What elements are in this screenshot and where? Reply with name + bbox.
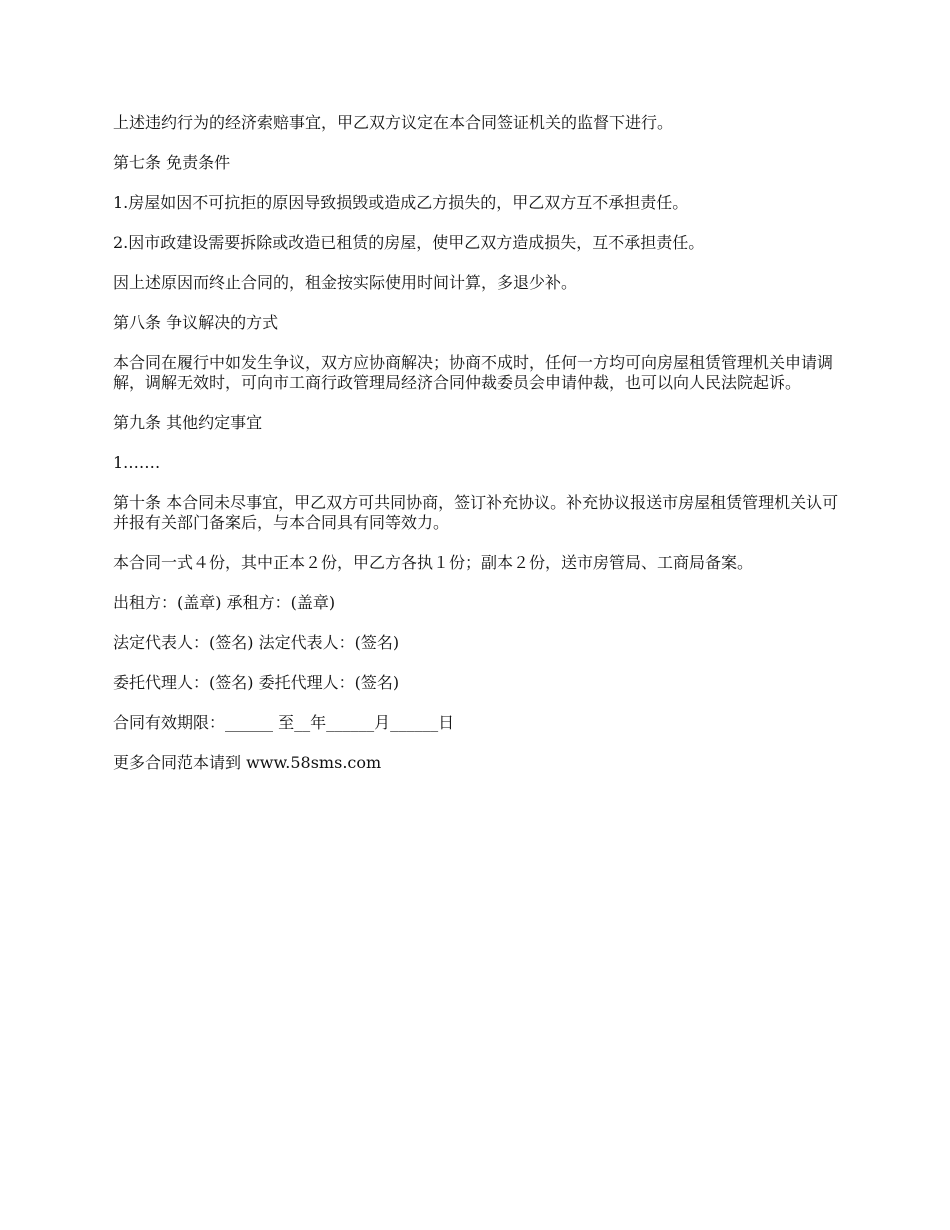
copies-clause: 本合同一式４份，其中正本２份，甲乙方各执１份；副本２份，送市房管局、工商局备案。 — [113, 553, 754, 572]
article-9-item-1: 1.…… — [113, 453, 161, 472]
article-8-heading: 第八条 争议解决的方式 — [113, 313, 279, 332]
document-body — [113, 113, 843, 793]
signature-line-legal-rep: 法定代表人：(签名) 法定代表人：(签名) — [113, 633, 400, 652]
article-7-heading: 第七条 免责条件 — [113, 153, 231, 172]
signature-line-agent: 委托代理人：(签名) 委托代理人：(签名) — [113, 673, 400, 692]
article-8-body: 本合同在履行中如发生争议，双方应协商解决；协商不成时，任何一方均可向房屋租赁管理机关申请调解，调解无效时，可向市工商行政管理局经济合同仲裁委员会申请仲裁，也可以向人民法院起诉。 — [113, 353, 834, 392]
validity-period-line: 合同有效期限：______ 至__年______月______日 — [113, 713, 455, 732]
paragraph-breach-claims: 上述违约行为的经济索赔事宜，甲乙双方议定在本合同签证机关的监督下进行。 — [113, 113, 674, 132]
article-10-body: 第十条 本合同未尽事宜，甲乙双方可共同协商，签订补充协议。补充协议报送市房屋租赁管理机关认可并报有关部门备案后，与本合同具有同等效力。 — [113, 493, 839, 532]
article-7-item-2: 2.因市政建设需要拆除或改造已租赁的房屋，使甲乙双方造成损失，互不承担责任。 — [113, 233, 705, 252]
paragraph-rent-settlement: 因上述原因而终止合同的，租金按实际使用时间计算，多退少补。 — [113, 273, 578, 292]
article-7-item-1: 1.房屋如因不可抗拒的原因导致损毁或造成乙方损失的，甲乙双方互不承担责任。 — [113, 193, 689, 212]
website-footer-note: 更多合同范本请到 www.58sms.com — [113, 753, 382, 772]
signature-line-seal: 出租方：(盖章) 承租方：(盖章) — [113, 593, 336, 612]
article-9-heading: 第九条 其他约定事宜 — [113, 413, 263, 432]
